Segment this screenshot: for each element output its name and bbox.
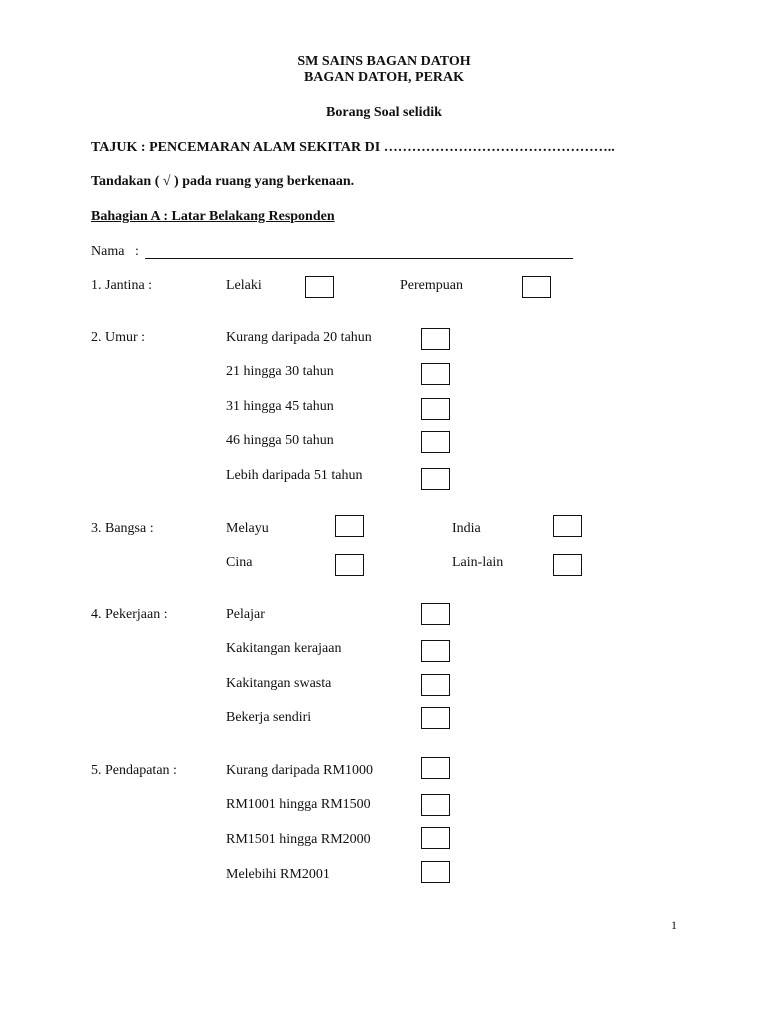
q3-option-cina: Cina (226, 555, 253, 570)
q5-option-4: Melebihi RM2001 (226, 867, 330, 882)
q4-checkbox-3[interactable] (421, 674, 450, 696)
page-number: 1 (671, 918, 677, 932)
q5-checkbox-1[interactable] (421, 757, 450, 779)
q4-option-4: Bekerja sendiri (226, 710, 312, 725)
q1-label: 1. Jantina : (91, 278, 153, 293)
q4-checkbox-1[interactable] (421, 603, 450, 625)
q3-label: 3. Bangsa : (91, 521, 154, 536)
q4-option-3: Kakitangan swasta (226, 676, 332, 691)
q4-option-1: Pelajar (226, 607, 265, 622)
q2-option-1: Kurang daripada 20 tahun (226, 330, 372, 345)
q5-checkbox-2[interactable] (421, 794, 450, 816)
name-colon: : (135, 244, 139, 259)
q2-option-3: 31 hingga 45 tahun (226, 399, 334, 414)
q3-checkbox-lain-lain[interactable] (553, 554, 582, 576)
q3-option-melayu: Melayu (226, 521, 269, 536)
q1-checkbox-perempuan[interactable] (522, 276, 551, 298)
q2-checkbox-2[interactable] (421, 363, 450, 385)
section-a-title: Bahagian A : Latar Belakang Responden (91, 209, 335, 224)
name-field[interactable] (145, 258, 573, 259)
q4-checkbox-2[interactable] (421, 640, 450, 662)
q2-checkbox-3[interactable] (421, 398, 450, 420)
q5-option-1: Kurang daripada RM1000 (226, 763, 373, 778)
q2-option-5: Lebih daripada 51 tahun (226, 468, 363, 483)
q2-label: 2. Umur : (91, 330, 146, 345)
q2-checkbox-1[interactable] (421, 328, 450, 350)
q1-option-lelaki: Lelaki (226, 278, 262, 293)
q5-label: 5. Pendapatan : (91, 763, 177, 778)
q3-checkbox-cina[interactable] (335, 554, 364, 576)
q5-checkbox-4[interactable] (421, 861, 450, 883)
q5-checkbox-3[interactable] (421, 827, 450, 849)
form-title: Borang Soal selidik (326, 105, 442, 120)
instruction: Tandakan ( √ ) pada ruang yang berkenaan. (91, 174, 355, 189)
q3-checkbox-india[interactable] (553, 515, 582, 537)
q1-checkbox-lelaki[interactable] (305, 276, 334, 298)
school-address: BAGAN DATOH, PERAK (303, 70, 465, 85)
name-label: Nama (91, 244, 125, 259)
q4-option-2: Kakitangan kerajaan (226, 641, 342, 656)
q4-checkbox-4[interactable] (421, 707, 450, 729)
q2-checkbox-4[interactable] (421, 431, 450, 453)
q3-option-lain-lain: Lain-lain (452, 555, 504, 570)
q4-label: 4. Pekerjaan : (91, 607, 168, 622)
school-name: SM SAINS BAGAN DATOH (297, 54, 471, 69)
q2-option-2: 21 hingga 30 tahun (226, 364, 334, 379)
q5-option-2: RM1001 hingga RM1500 (226, 797, 371, 812)
q2-checkbox-5[interactable] (421, 468, 450, 490)
topic-line: TAJUK : PENCEMARAN ALAM SEKITAR DI ………………………………………….. (91, 140, 615, 155)
q5-option-3: RM1501 hingga RM2000 (226, 832, 371, 847)
q2-option-4: 46 hingga 50 tahun (226, 433, 334, 448)
q1-option-perempuan: Perempuan (400, 278, 463, 293)
q3-option-india: India (452, 521, 481, 536)
q3-checkbox-melayu[interactable] (335, 515, 364, 537)
